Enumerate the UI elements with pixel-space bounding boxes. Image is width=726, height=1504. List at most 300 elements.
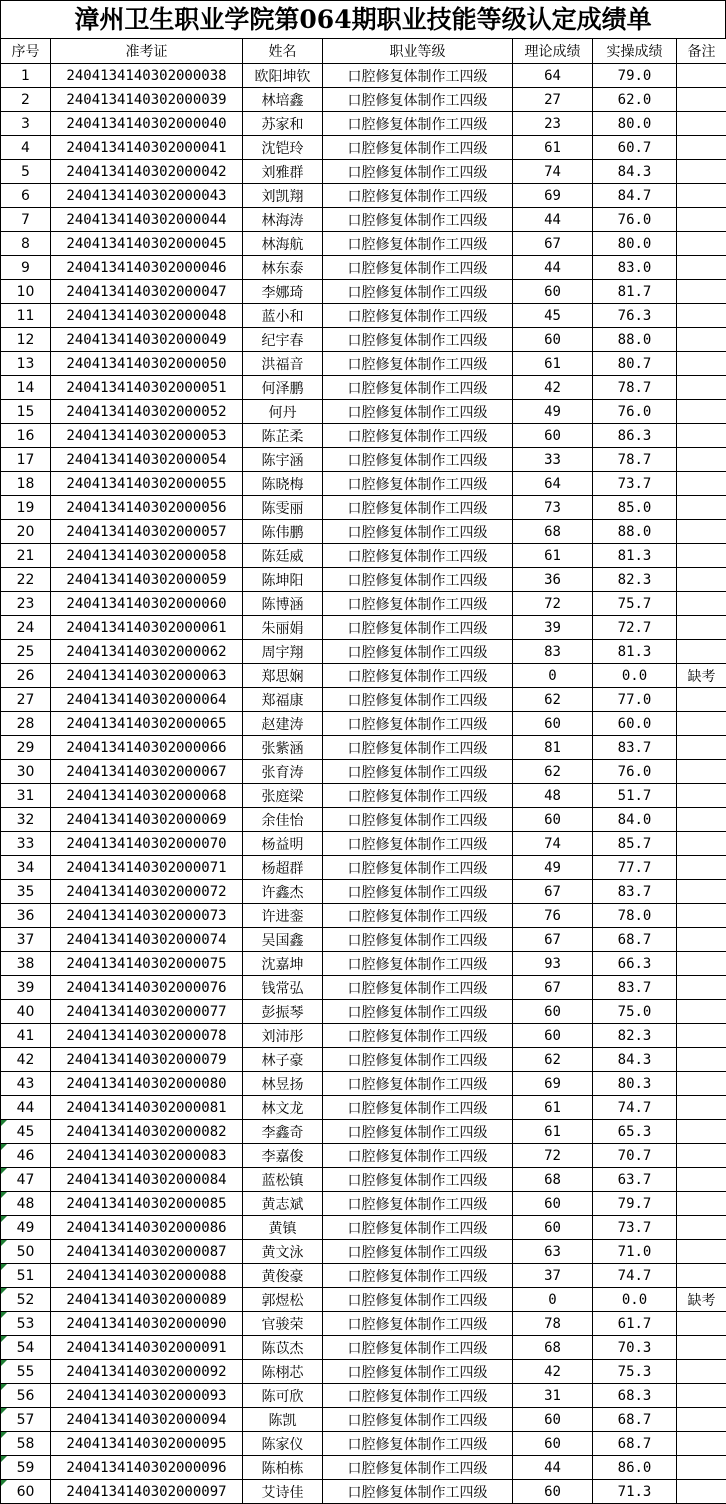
cell-theory: 63 xyxy=(513,1240,593,1264)
header-remark: 备注 xyxy=(677,39,726,64)
table-row xyxy=(1,880,726,904)
cell-level: 口腔修复体制作工四级 xyxy=(323,496,513,520)
cell-ticket: 2404134140302000064 xyxy=(51,688,243,712)
cell-seq: 25 xyxy=(1,640,51,664)
cell-level: 口腔修复体制作工四级 xyxy=(323,760,513,784)
table-row xyxy=(1,304,726,328)
cell-name: 许进銮 xyxy=(243,904,323,928)
cell-remark xyxy=(677,1144,726,1168)
cell-theory: 44 xyxy=(513,256,593,280)
cell-remark xyxy=(677,1216,726,1240)
cell-name: 钱常弘 xyxy=(243,976,323,1000)
cell-practical: 76.3 xyxy=(593,304,677,328)
table-row xyxy=(1,1096,726,1120)
cell-practical: 83.0 xyxy=(593,256,677,280)
cell-seq: 12 xyxy=(1,328,51,352)
cell-remark xyxy=(677,1432,726,1456)
cell-level: 口腔修复体制作工四级 xyxy=(323,352,513,376)
cell-theory: 81 xyxy=(513,736,593,760)
cell-theory: 0 xyxy=(513,1288,593,1312)
cell-seq: 60 xyxy=(1,1480,51,1504)
cell-practical: 68.7 xyxy=(593,928,677,952)
cell-practical: 75.3 xyxy=(593,1360,677,1384)
table-row xyxy=(1,496,726,520)
table-row xyxy=(1,784,726,808)
cell-practical: 70.7 xyxy=(593,1144,677,1168)
cell-seq: 4 xyxy=(1,136,51,160)
cell-remark xyxy=(677,1168,726,1192)
table-row xyxy=(1,1312,726,1336)
cell-level: 口腔修复体制作工四级 xyxy=(323,1000,513,1024)
cell-remark xyxy=(677,808,726,832)
cell-ticket: 2404134140302000084 xyxy=(51,1168,243,1192)
cell-level: 口腔修复体制作工四级 xyxy=(323,208,513,232)
cell-level: 口腔修复体制作工四级 xyxy=(323,880,513,904)
cell-ticket: 2404134140302000042 xyxy=(51,160,243,184)
cell-ticket: 2404134140302000068 xyxy=(51,784,243,808)
cell-ticket: 2404134140302000038 xyxy=(51,64,243,88)
cell-theory: 67 xyxy=(513,232,593,256)
table-row xyxy=(1,472,726,496)
cell-theory: 48 xyxy=(513,784,593,808)
table-row xyxy=(1,1000,726,1024)
table-row xyxy=(1,1144,726,1168)
table-row xyxy=(1,352,726,376)
cell-level: 口腔修复体制作工四级 xyxy=(323,136,513,160)
cell-remark xyxy=(677,112,726,136)
header-seq: 序号 xyxy=(1,39,51,64)
cell-seq: 15 xyxy=(1,400,51,424)
cell-level: 口腔修复体制作工四级 xyxy=(323,112,513,136)
cell-name: 郭煜松 xyxy=(243,1288,323,1312)
cell-name: 刘沛彤 xyxy=(243,1024,323,1048)
cell-theory: 31 xyxy=(513,1384,593,1408)
cell-level: 口腔修复体制作工四级 xyxy=(323,1360,513,1384)
cell-name: 林文龙 xyxy=(243,1096,323,1120)
table-row xyxy=(1,928,726,952)
cell-theory: 67 xyxy=(513,880,593,904)
table-row xyxy=(1,1408,726,1432)
cell-practical: 78.0 xyxy=(593,904,677,928)
cell-theory: 73 xyxy=(513,496,593,520)
cell-ticket: 2404134140302000049 xyxy=(51,328,243,352)
cell-ticket: 2404134140302000051 xyxy=(51,376,243,400)
cell-ticket: 2404134140302000058 xyxy=(51,544,243,568)
cell-name: 张紫涵 xyxy=(243,736,323,760)
cell-remark xyxy=(677,496,726,520)
cell-remark xyxy=(677,424,726,448)
cell-level: 口腔修复体制作工四级 xyxy=(323,1288,513,1312)
cell-seq: 35 xyxy=(1,880,51,904)
cell-name: 沈铠玲 xyxy=(243,136,323,160)
cell-theory: 61 xyxy=(513,352,593,376)
cell-seq: 48 xyxy=(1,1192,51,1216)
cell-remark xyxy=(677,616,726,640)
cell-seq: 26 xyxy=(1,664,51,688)
cell-theory: 39 xyxy=(513,616,593,640)
table-row xyxy=(1,1072,726,1096)
cell-level: 口腔修复体制作工四级 xyxy=(323,568,513,592)
cell-seq: 42 xyxy=(1,1048,51,1072)
cell-ticket: 2404134140302000052 xyxy=(51,400,243,424)
cell-ticket: 2404134140302000063 xyxy=(51,664,243,688)
cell-level: 口腔修复体制作工四级 xyxy=(323,400,513,424)
table-row xyxy=(1,376,726,400)
cell-theory: 60 xyxy=(513,1432,593,1456)
cell-seq: 47 xyxy=(1,1168,51,1192)
cell-ticket: 2404134140302000045 xyxy=(51,232,243,256)
table-row xyxy=(1,832,726,856)
cell-ticket: 2404134140302000094 xyxy=(51,1408,243,1432)
cell-name: 彭振琴 xyxy=(243,1000,323,1024)
cell-remark: 缺考 xyxy=(677,664,726,688)
table-row xyxy=(1,592,726,616)
table-row xyxy=(1,232,726,256)
cell-ticket: 2404134140302000039 xyxy=(51,88,243,112)
cell-practical: 77.0 xyxy=(593,688,677,712)
cell-seq: 51 xyxy=(1,1264,51,1288)
cell-remark xyxy=(677,760,726,784)
cell-level: 口腔修复体制作工四级 xyxy=(323,1336,513,1360)
cell-seq: 2 xyxy=(1,88,51,112)
cell-theory: 69 xyxy=(513,184,593,208)
cell-remark xyxy=(677,688,726,712)
cell-level: 口腔修复体制作工四级 xyxy=(323,928,513,952)
table-row xyxy=(1,1192,726,1216)
cell-ticket: 2404134140302000048 xyxy=(51,304,243,328)
table-row xyxy=(1,520,726,544)
cell-theory: 67 xyxy=(513,928,593,952)
cell-name: 杨益明 xyxy=(243,832,323,856)
cell-theory: 62 xyxy=(513,760,593,784)
cell-level: 口腔修复体制作工四级 xyxy=(323,1480,513,1504)
cell-theory: 37 xyxy=(513,1264,593,1288)
cell-level: 口腔修复体制作工四级 xyxy=(323,1264,513,1288)
cell-remark xyxy=(677,736,726,760)
cell-ticket: 2404134140302000093 xyxy=(51,1384,243,1408)
cell-remark xyxy=(677,400,726,424)
cell-name: 陈芷柔 xyxy=(243,424,323,448)
table-row xyxy=(1,712,726,736)
cell-practical: 76.0 xyxy=(593,760,677,784)
cell-seq: 8 xyxy=(1,232,51,256)
table-row xyxy=(1,1456,726,1480)
cell-level: 口腔修复体制作工四级 xyxy=(323,712,513,736)
cell-level: 口腔修复体制作工四级 xyxy=(323,688,513,712)
cell-seq: 32 xyxy=(1,808,51,832)
table-row xyxy=(1,544,726,568)
cell-remark xyxy=(677,280,726,304)
cell-seq: 55 xyxy=(1,1360,51,1384)
cell-remark xyxy=(677,712,726,736)
cell-theory: 61 xyxy=(513,136,593,160)
cell-name: 周宇翔 xyxy=(243,640,323,664)
cell-ticket: 2404134140302000057 xyxy=(51,520,243,544)
cell-practical: 77.7 xyxy=(593,856,677,880)
cell-name: 陈可欣 xyxy=(243,1384,323,1408)
cell-name: 陈苡杰 xyxy=(243,1336,323,1360)
cell-theory: 68 xyxy=(513,1336,593,1360)
cell-remark xyxy=(677,160,726,184)
cell-theory: 60 xyxy=(513,808,593,832)
cell-practical: 83.7 xyxy=(593,736,677,760)
cell-level: 口腔修复体制作工四级 xyxy=(323,448,513,472)
cell-theory: 76 xyxy=(513,904,593,928)
table-row xyxy=(1,976,726,1000)
cell-seq: 46 xyxy=(1,1144,51,1168)
cell-theory: 36 xyxy=(513,568,593,592)
cell-level: 口腔修复体制作工四级 xyxy=(323,856,513,880)
cell-ticket: 2404134140302000056 xyxy=(51,496,243,520)
cell-level: 口腔修复体制作工四级 xyxy=(323,616,513,640)
cell-level: 口腔修复体制作工四级 xyxy=(323,328,513,352)
cell-remark xyxy=(677,448,726,472)
cell-level: 口腔修复体制作工四级 xyxy=(323,976,513,1000)
cell-name: 洪福音 xyxy=(243,352,323,376)
cell-name: 蓝松镇 xyxy=(243,1168,323,1192)
cell-seq: 9 xyxy=(1,256,51,280)
cell-name: 黄志斌 xyxy=(243,1192,323,1216)
cell-ticket: 2404134140302000046 xyxy=(51,256,243,280)
cell-remark xyxy=(677,256,726,280)
cell-name: 陈廷威 xyxy=(243,544,323,568)
cell-level: 口腔修复体制作工四级 xyxy=(323,736,513,760)
cell-practical: 70.3 xyxy=(593,1336,677,1360)
cell-practical: 74.7 xyxy=(593,1264,677,1288)
cell-name: 陈坤阳 xyxy=(243,568,323,592)
cell-level: 口腔修复体制作工四级 xyxy=(323,904,513,928)
cell-level: 口腔修复体制作工四级 xyxy=(323,256,513,280)
cell-name: 林子豪 xyxy=(243,1048,323,1072)
cell-seq: 17 xyxy=(1,448,51,472)
cell-remark xyxy=(677,304,726,328)
cell-seq: 34 xyxy=(1,856,51,880)
cell-level: 口腔修复体制作工四级 xyxy=(323,1072,513,1096)
cell-remark xyxy=(677,1096,726,1120)
cell-practical: 51.7 xyxy=(593,784,677,808)
cell-theory: 72 xyxy=(513,592,593,616)
cell-name: 林昱扬 xyxy=(243,1072,323,1096)
cell-remark xyxy=(677,856,726,880)
cell-theory: 49 xyxy=(513,856,593,880)
page-title: 漳州卫生职业学院第064期职业技能等级认定成绩单 xyxy=(0,0,726,38)
cell-level: 口腔修复体制作工四级 xyxy=(323,808,513,832)
cell-seq: 11 xyxy=(1,304,51,328)
table-row xyxy=(1,424,726,448)
cell-remark xyxy=(677,832,726,856)
cell-practical: 84.3 xyxy=(593,160,677,184)
cell-level: 口腔修复体制作工四级 xyxy=(323,1384,513,1408)
table-row xyxy=(1,184,726,208)
cell-name: 纪宇春 xyxy=(243,328,323,352)
cell-remark xyxy=(677,232,726,256)
cell-seq: 22 xyxy=(1,568,51,592)
header-ticket: 准考证 xyxy=(51,39,243,64)
cell-level: 口腔修复体制作工四级 xyxy=(323,424,513,448)
cell-ticket: 2404134140302000085 xyxy=(51,1192,243,1216)
cell-level: 口腔修复体制作工四级 xyxy=(323,640,513,664)
cell-remark xyxy=(677,1192,726,1216)
table-row xyxy=(1,952,726,976)
cell-remark xyxy=(677,1408,726,1432)
cell-theory: 60 xyxy=(513,424,593,448)
cell-ticket: 2404134140302000088 xyxy=(51,1264,243,1288)
cell-theory: 44 xyxy=(513,208,593,232)
cell-remark xyxy=(677,1072,726,1096)
cell-name: 陈家仪 xyxy=(243,1432,323,1456)
cell-ticket: 2404134140302000072 xyxy=(51,880,243,904)
cell-practical: 66.3 xyxy=(593,952,677,976)
cell-level: 口腔修复体制作工四级 xyxy=(323,1312,513,1336)
cell-seq: 38 xyxy=(1,952,51,976)
cell-remark xyxy=(677,952,726,976)
cell-practical: 85.7 xyxy=(593,832,677,856)
cell-practical: 71.3 xyxy=(593,1480,677,1504)
cell-practical: 68.3 xyxy=(593,1384,677,1408)
cell-remark xyxy=(677,1456,726,1480)
cell-name: 何泽鹏 xyxy=(243,376,323,400)
header-name: 姓名 xyxy=(243,39,323,64)
cell-ticket: 2404134140302000089 xyxy=(51,1288,243,1312)
cell-remark xyxy=(677,1480,726,1504)
cell-seq: 52 xyxy=(1,1288,51,1312)
cell-ticket: 2404134140302000078 xyxy=(51,1024,243,1048)
table-row xyxy=(1,64,726,88)
cell-practical: 86.0 xyxy=(593,1456,677,1480)
cell-ticket: 2404134140302000047 xyxy=(51,280,243,304)
cell-theory: 23 xyxy=(513,112,593,136)
cell-ticket: 2404134140302000097 xyxy=(51,1480,243,1504)
table-row xyxy=(1,736,726,760)
cell-remark xyxy=(677,472,726,496)
cell-name: 李鑫奇 xyxy=(243,1120,323,1144)
table-row xyxy=(1,1288,726,1312)
cell-name: 陈柏栋 xyxy=(243,1456,323,1480)
cell-name: 何丹 xyxy=(243,400,323,424)
cell-practical: 82.3 xyxy=(593,1024,677,1048)
cell-name: 林海航 xyxy=(243,232,323,256)
cell-theory: 42 xyxy=(513,1360,593,1384)
cell-practical: 60.7 xyxy=(593,136,677,160)
cell-name: 许鑫杰 xyxy=(243,880,323,904)
cell-ticket: 2404134140302000070 xyxy=(51,832,243,856)
cell-name: 陈伟鹏 xyxy=(243,520,323,544)
cell-name: 林东泰 xyxy=(243,256,323,280)
cell-seq: 14 xyxy=(1,376,51,400)
cell-remark xyxy=(677,1384,726,1408)
cell-name: 林培鑫 xyxy=(243,88,323,112)
cell-name: 李嘉俊 xyxy=(243,1144,323,1168)
table-row xyxy=(1,1432,726,1456)
cell-ticket: 2404134140302000077 xyxy=(51,1000,243,1024)
score-table xyxy=(0,38,726,1504)
cell-seq: 27 xyxy=(1,688,51,712)
cell-name: 欧阳坤钦 xyxy=(243,64,323,88)
cell-theory: 60 xyxy=(513,1024,593,1048)
cell-seq: 41 xyxy=(1,1024,51,1048)
cell-seq: 10 xyxy=(1,280,51,304)
cell-ticket: 2404134140302000054 xyxy=(51,448,243,472)
table-row xyxy=(1,256,726,280)
cell-remark xyxy=(677,592,726,616)
cell-practical: 86.3 xyxy=(593,424,677,448)
cell-remark xyxy=(677,640,726,664)
cell-name: 林海涛 xyxy=(243,208,323,232)
cell-name: 陈宇涵 xyxy=(243,448,323,472)
cell-seq: 21 xyxy=(1,544,51,568)
cell-theory: 64 xyxy=(513,472,593,496)
cell-remark xyxy=(677,1240,726,1264)
cell-name: 艾诗佳 xyxy=(243,1480,323,1504)
cell-practical: 73.7 xyxy=(593,472,677,496)
cell-name: 郑思娴 xyxy=(243,664,323,688)
cell-remark xyxy=(677,1024,726,1048)
cell-remark xyxy=(677,376,726,400)
cell-level: 口腔修复体制作工四级 xyxy=(323,1048,513,1072)
cell-ticket: 2404134140302000066 xyxy=(51,736,243,760)
cell-ticket: 2404134140302000041 xyxy=(51,136,243,160)
cell-practical: 83.7 xyxy=(593,880,677,904)
cell-name: 李娜琦 xyxy=(243,280,323,304)
cell-practical: 78.7 xyxy=(593,448,677,472)
cell-practical: 88.0 xyxy=(593,328,677,352)
table-row xyxy=(1,136,726,160)
table-row xyxy=(1,808,726,832)
cell-practical: 76.0 xyxy=(593,208,677,232)
cell-remark xyxy=(677,1120,726,1144)
cell-ticket: 2404134140302000043 xyxy=(51,184,243,208)
cell-seq: 58 xyxy=(1,1432,51,1456)
cell-theory: 61 xyxy=(513,544,593,568)
cell-name: 陈栩芯 xyxy=(243,1360,323,1384)
cell-seq: 39 xyxy=(1,976,51,1000)
cell-name: 官骏荣 xyxy=(243,1312,323,1336)
cell-name: 余佳怡 xyxy=(243,808,323,832)
cell-name: 刘凯翔 xyxy=(243,184,323,208)
table-row xyxy=(1,112,726,136)
cell-seq: 13 xyxy=(1,352,51,376)
cell-practical: 85.0 xyxy=(593,496,677,520)
cell-remark xyxy=(677,1264,726,1288)
cell-seq: 16 xyxy=(1,424,51,448)
cell-practical: 0.0 xyxy=(593,664,677,688)
cell-theory: 62 xyxy=(513,1048,593,1072)
cell-remark xyxy=(677,880,726,904)
cell-level: 口腔修复体制作工四级 xyxy=(323,376,513,400)
cell-name: 杨超群 xyxy=(243,856,323,880)
cell-theory: 60 xyxy=(513,1408,593,1432)
cell-ticket: 2404134140302000075 xyxy=(51,952,243,976)
cell-ticket: 2404134140302000079 xyxy=(51,1048,243,1072)
cell-remark xyxy=(677,208,726,232)
cell-practical: 79.0 xyxy=(593,64,677,88)
cell-practical: 72.7 xyxy=(593,616,677,640)
cell-theory: 72 xyxy=(513,1144,593,1168)
cell-level: 口腔修复体制作工四级 xyxy=(323,88,513,112)
cell-theory: 68 xyxy=(513,1168,593,1192)
cell-theory: 33 xyxy=(513,448,593,472)
cell-theory: 74 xyxy=(513,832,593,856)
table-row xyxy=(1,1024,726,1048)
table-row xyxy=(1,160,726,184)
cell-ticket: 2404134140302000040 xyxy=(51,112,243,136)
cell-seq: 49 xyxy=(1,1216,51,1240)
cell-theory: 60 xyxy=(513,1480,593,1504)
cell-remark xyxy=(677,904,726,928)
cell-seq: 40 xyxy=(1,1000,51,1024)
cell-remark xyxy=(677,352,726,376)
cell-seq: 57 xyxy=(1,1408,51,1432)
